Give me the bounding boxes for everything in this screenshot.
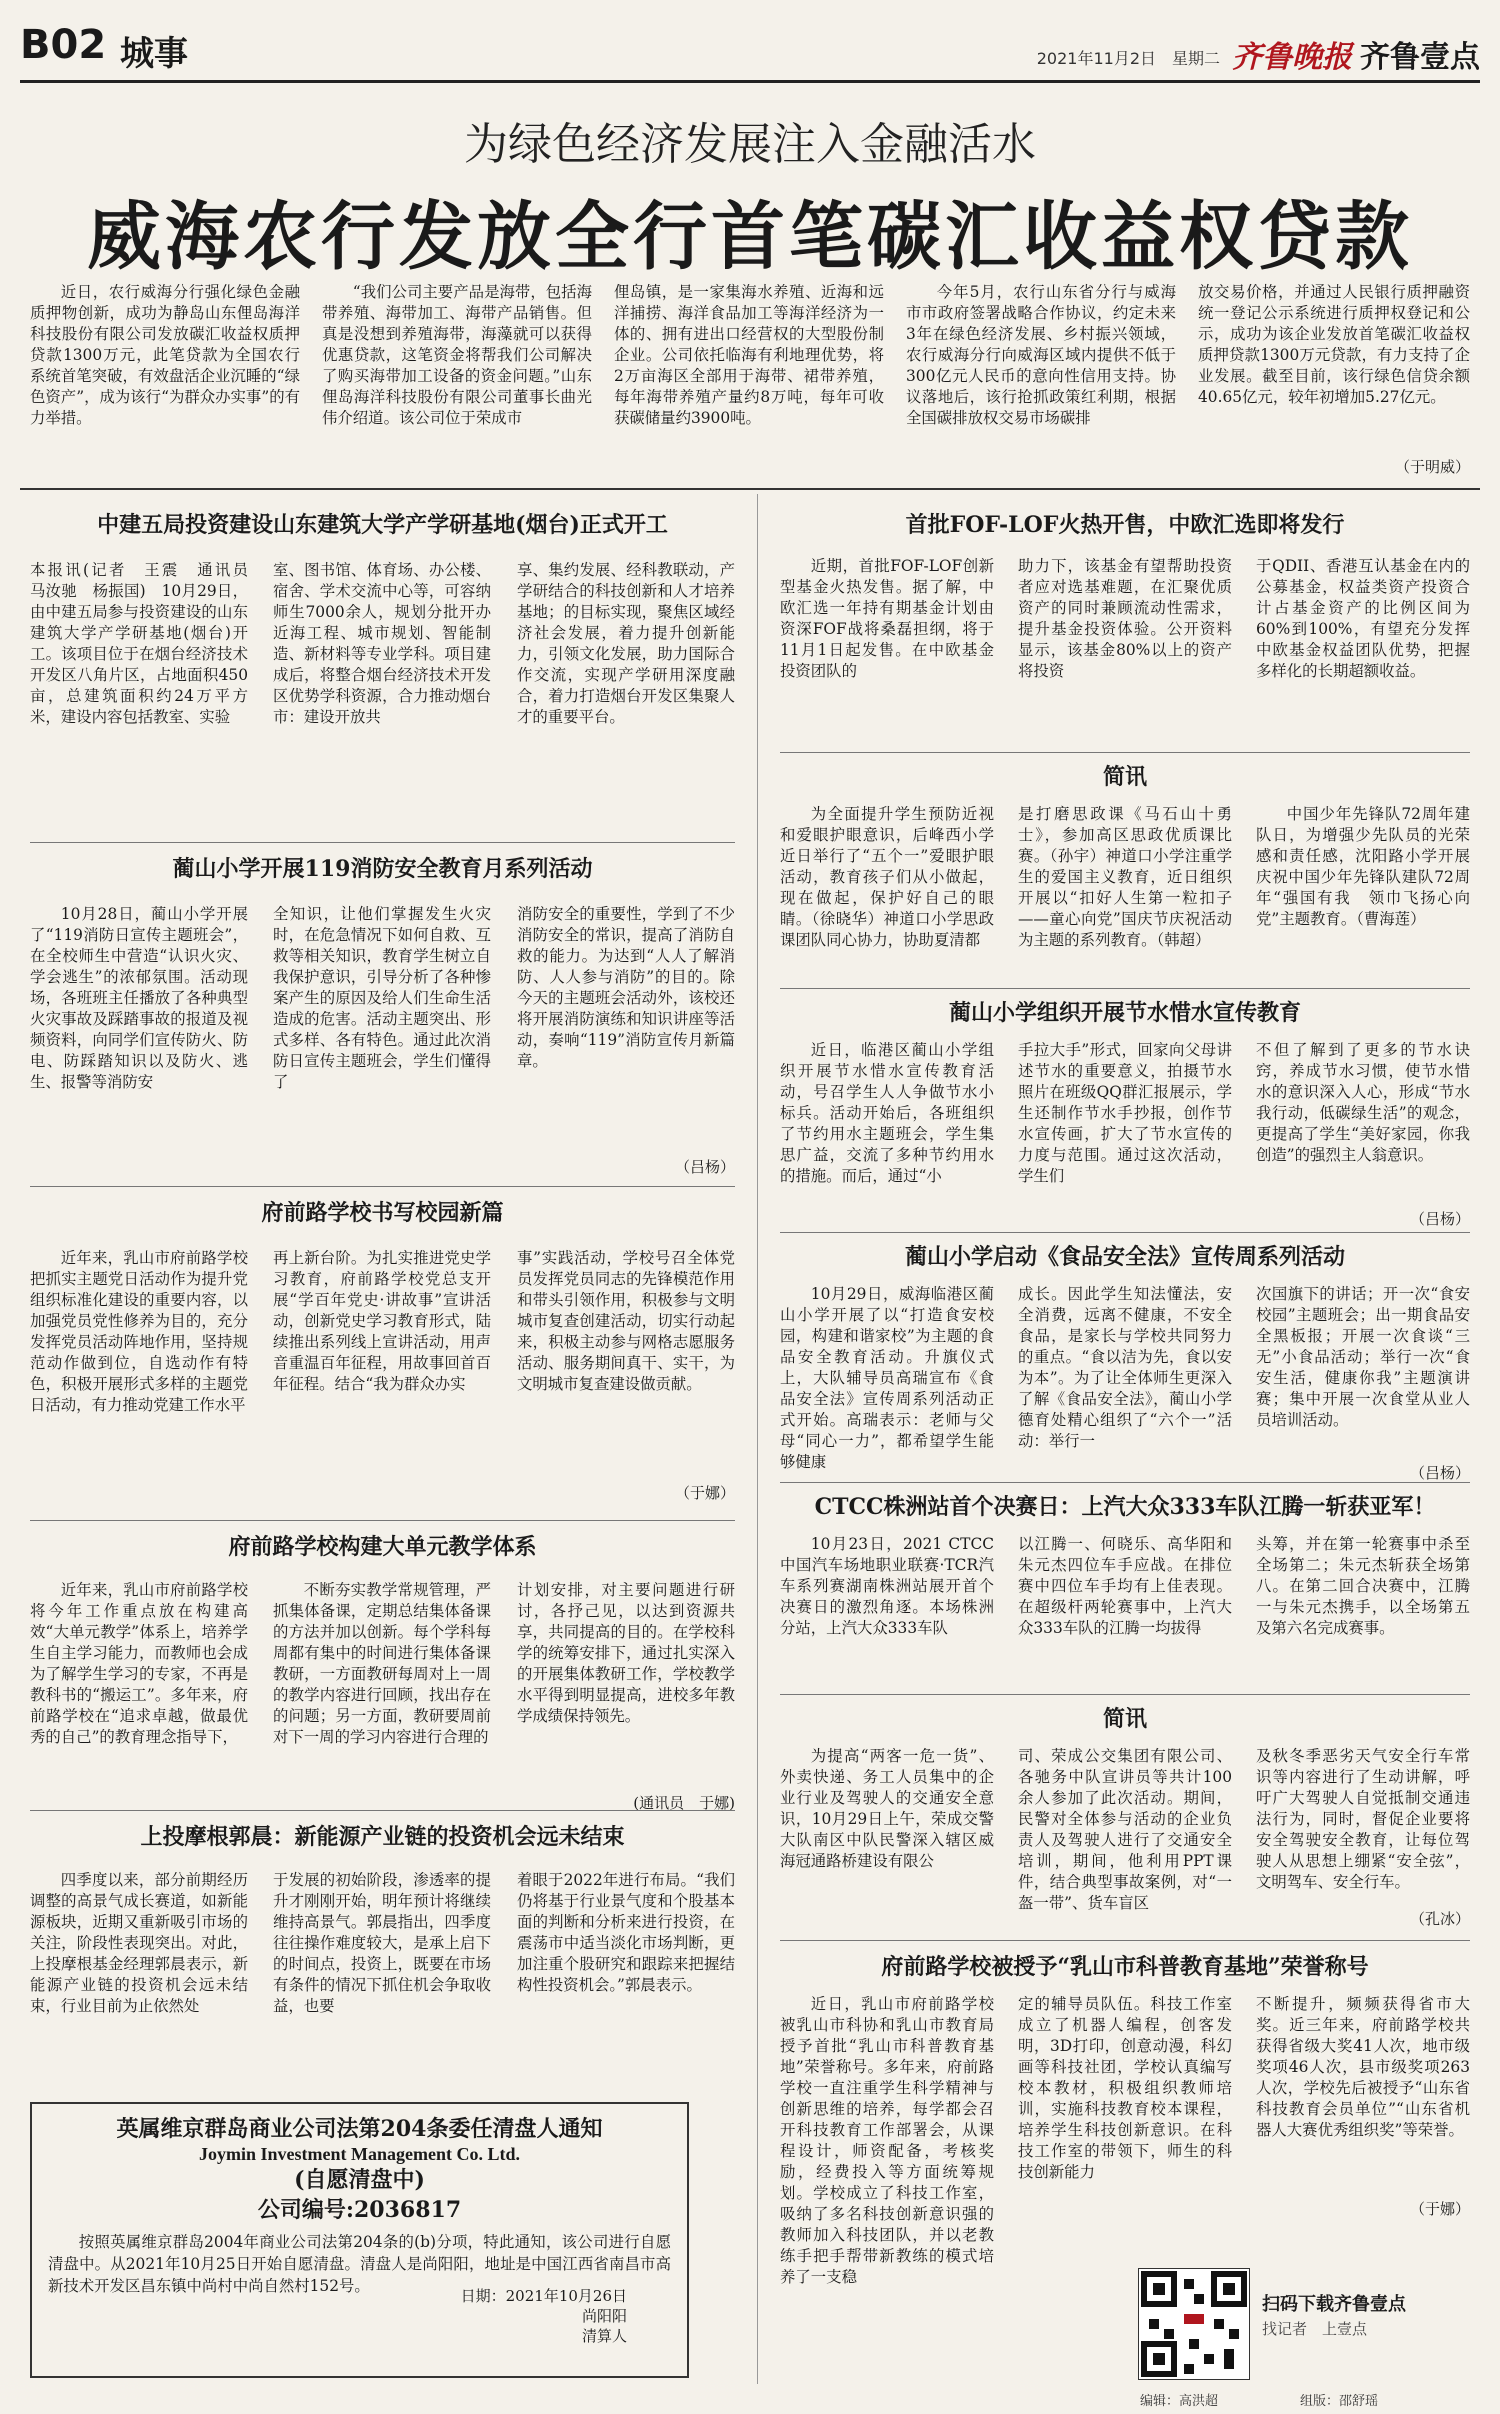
- article-byline: （吕杨）: [1409, 1464, 1470, 1482]
- article-col: 近期，首批FOF-LOF创新型基金火热发售。据了解，中欧汇选一年持有期基金计划由资深FOF战将桑磊担纲，将于11月1日起发售。在中欧基金投资团队的: [780, 557, 994, 680]
- divider: [780, 1232, 1470, 1233]
- article-byline: （于娜）: [674, 1484, 735, 1502]
- article-byline: （孔冰）: [1409, 1910, 1470, 1928]
- article-title: 蔺山小学组织开展节水惜水宣传教育: [948, 1000, 1301, 1026]
- article-title: 简讯: [1102, 1706, 1147, 1732]
- article-title: 府前路学校被授予“乳山市科普教育基地”荣誉称号: [881, 1954, 1369, 1980]
- divider: [780, 1482, 1470, 1483]
- article-col: 室、图书馆、体育场、办公楼、宿舍、学术交流中心等，可容纳师生7000余人，规划分批开办近海工程、城市规划、智能制造、新材料等专业学科。项目建成后，将整合烟台经济技术开发区优势学科资源，合力推动烟台市：建设开放共: [273, 561, 491, 726]
- article-title: 府前路学校构建大单元教学体系: [228, 1534, 537, 1560]
- qr-subcaption: 找记者 上壹点: [1262, 2320, 1368, 2338]
- lead-headline: 威海农行发放全行首笔碳汇收益权贷款: [87, 194, 1413, 280]
- liquidation-notice: [30, 2102, 689, 2378]
- article-science-base: [780, 1950, 1470, 2286]
- lead-article: [30, 282, 1470, 478]
- article-col: 头筹，并在第一轮赛事中杀至全场第二；朱元杰斩获全场第八。在第二回合决赛中，江腾一与朱元杰携手，以全场第五及第六名完成赛事。: [1256, 1535, 1470, 1637]
- lead-divider: [20, 488, 1480, 490]
- article-col: 10月23日，2021 CTCC中国汽车场地职业联赛·TCR汽车系列赛湖南株洲站展开首个决赛日的激烈角逐。本场株洲分站，上汽大众333车队: [780, 1535, 994, 1637]
- article-col: 于QDII、香港互认基金在内的公募基金，权益类资产投资合计占基金资产的比例区间为60%到100%，有望充分发挥中欧基金权益团队优势，把握多样化的长期超额收益。: [1256, 557, 1470, 680]
- article-briefs-2: [780, 1702, 1470, 1932]
- article-byline: （吕杨）: [674, 1158, 735, 1176]
- article-col: 于发展的初始阶段，渗透率的提升才刚刚开始，明年预计将继续维持高景气。郭晨指出，四季度往往操作难度较大，是承上启下的时间点，投资上，既要在市场有条件的情况下抓住机会争取收益，也要: [273, 1871, 491, 2015]
- divider: [780, 752, 1470, 753]
- divider: [30, 1810, 735, 1811]
- article-water-saving: [780, 996, 1470, 1228]
- article-title: 蔺山小学启动《食品安全法》宣传周系列活动: [904, 1244, 1345, 1270]
- article-party-day: [30, 1196, 735, 1516]
- lead-col-4: 今年5月，农行山东省分行与威海市市政府签署战略合作协议，约定未来3年在绿色经济发展、乡村振兴领域，农行威海分行向威海区域内提供不低于300亿元人民币的意向性信用支持。协议落地后，该行抢抓政策红利期，根据全国碳排放权交易市场碳排: [906, 283, 1176, 427]
- lead-kicker: 为绿色经济发展注入金融活水: [464, 119, 1036, 170]
- notice-title: 英属维京群岛商业公司法第204条委任清盘人通知: [116, 2116, 603, 2142]
- article-title: CTCC株洲站首个决赛日：上汽大众333车队江腾一斩获亚军！: [814, 1494, 1436, 1520]
- article-byline: (通讯员 于娜): [633, 1794, 735, 1812]
- lead-byline: （于明威）: [1394, 458, 1470, 476]
- article-col: 定的辅导员队伍。科技工作室成立了机器人编程，创客发明，3D打印，创意动漫，科幻画等科技社团，学校认真编写校本教材，积极组织教师培训，实施科技教育校本课程，培养学生科技创新意识。在科技工作室的带领下，师生的科技创新能力: [1018, 1995, 1232, 2181]
- article-title: 府前路学校书写校园新篇: [261, 1200, 504, 1226]
- lead-col-5: 放交易价格，并通过人民银行质押融资统一登记公示系统进行质押权登记和公示，成功为该企业发放首笔碳汇收益权质押贷款1300万元贷款，有力支持了企业发展。截至目前，该行绿色信贷余额40.65亿元，较年初增加5.27亿元。: [1198, 283, 1470, 406]
- article-col: 近年来，乳山市府前路学校把抓实主题党日活动作为提升党组织标准化建设的重要内容，以加强党员党性修养为目的，充分发挥党员活动阵地作用，坚持规范动作做到位，自选动作有特色，积极开展形式多样的主题党日活动，有力推动党建工作水平: [30, 1249, 248, 1414]
- article-col: 不断夯实教学常规管理，严抓集体备课，定期总结集体备课的方法并加以创新。每个学科每周都有集中的时间进行集体备课教研，一方面教研每周对上一周的教学内容进行回顾，找出存在的问题；另一方面，教研要周前对下一周的学习内容进行合理的: [273, 1581, 491, 1746]
- editor-credit: 编辑：高洪超: [1140, 2394, 1219, 2409]
- notice-company-en: Joymin Investment Management Co. Ltd.: [199, 2144, 520, 2164]
- page-header: [20, 18, 1480, 83]
- article-col: 是打磨思政课《马石山十勇士》，参加高区思政优质课比赛。（孙宇）神道口小学注重学生的爱国主义教育，近日组织开展以“扣好人生第一粒扣子——童心向党”国庆节庆祝活动为主题的系列教育。（韩超）: [1018, 805, 1232, 949]
- divider: [780, 1694, 1470, 1695]
- article-col: 司、荣成公交集团有限公司、各驰务中队宣讲员等共计100余人参加了此次活动。期间，民警对全体参与活动的企业负责人及驾驶人进行了交通安全培训，期间，他利用PPT课件，结合典型事故案例，对“一盔一带”、货车盲区: [1018, 1747, 1232, 1912]
- article-col: 助力下，该基金有望帮助投资者应对选基难题，在汇聚优质资产的同时兼顾流动性需求，提升基金投资体验。公开资料显示，该基金80%以上的资产将投资: [1018, 557, 1232, 680]
- article-col: 不断提升，频频获得省市大奖。近三年来，府前路学校共获得省级大奖41人次，地市级奖项46人次，县市级奖项263人次，学校先后被授予“山东省科技教育会员单位”“山东省机器人大赛优秀组织奖”等荣誉。: [1256, 1995, 1470, 2139]
- notice-body: 按照英属维京群岛2004年商业公司法第204条的(b)分项，特此通知，该公司进行自愿清盘中。从2021年10月25日开始自愿清盘。清盘人是尚阳阳，地址是中国江西省南昌市高新技术开发区昌东镇中尚村中尚自然村152号。: [48, 2233, 671, 2295]
- article-col: 以江腾一、何晓乐、高华阳和朱元杰四位车手应战。在排位赛中四位车手均有上佳表现。在超级杆两轮赛事中，上汽大众333车队的江腾一均拔得: [1018, 1535, 1232, 1637]
- article-col: 中国少年先锋队72周年建队日，为增强少先队员的光荣感和责任感，沈阳路小学开展庆祝中国少年先锋队建队72周年“强国有我 领巾飞扬心向党”主题教育。（曹海莲）: [1256, 805, 1470, 928]
- article-col: 事”实践活动，学校号召全体党员发挥党员同志的先锋模范作用和带头引领作用，积极参与文明城市复查创建活动，切实行动起来，积极主动参与网格志愿服务活动、服务期间真干、实干，为文明城市复查建设做贡献。: [517, 1249, 735, 1393]
- divider: [30, 1520, 735, 1521]
- article-title: 首批FOF-LOF火热开售，中欧汇选即将发行: [905, 512, 1345, 538]
- divider: [780, 1940, 1470, 1941]
- article-col: 消防安全的重要性，学到了不少消防安全的常识，提高了消防自救的能力。为达到“人人了解消防、人人参与消防”的目的。除今天的主题班会活动外，该校还将开展消防演练和知识讲座等活动，奏响“119”消防宣传月新篇章。: [517, 905, 735, 1070]
- lead-col-2: “我们公司主要产品是海带，包括海带养殖、海带加工、海带产品销售。但真是没想到养殖海带，海藻就可以获得优惠贷款，这笔资金将帮我们公司解决了购买海带加工设备的资金问题。”山东俚岛海洋科技股份有限公司董事长曲光伟介绍道。该公司位于荣成市: [322, 283, 592, 427]
- article-title: 蔺山小学开展119消防安全教育月系列活动: [172, 856, 593, 882]
- article-col: 为提高“两客一危一货”、外卖快递、务工人员集中的企业行业及驾驶人的交通安全意识，10月29日上午，荣成交警大队南区中队民警深入辖区威海冠通路桥建设有限公: [780, 1747, 994, 1870]
- article-col: 不但了解到了更多的节水诀窍，养成节水习惯，使节水惜水的意识深入人心，形成“节水我行动，低碳绿生活”的观念，更提高了学生“美好家园，你我创造”的强烈主人翁意识。: [1256, 1041, 1470, 1164]
- article-food-safety: [780, 1240, 1470, 1510]
- article-col: 10月28日，蔺山小学开展了“119消防日宣传主题班会”，在全校师生中营造“认识火灾、学会逃生”的浓郁氛围。活动现场，各班班主任播放了各种典型火灾事故及踩踏事故的报道及视频资料，向同学们宣传防火、防电、防踩踏知识以及防火、逃生、报警等消防安: [30, 905, 248, 1091]
- article-ctcc: [780, 1490, 1470, 1700]
- article-title: 中建五局投资建设山东建筑大学产学研基地(烟台)正式开工: [97, 512, 668, 538]
- article-col: 成长。因此学生知法懂法，安全消费，远离不健康，不安全食品，是家长与学校共同努力的重点。“食以洁为先，食以安为本”。为了让全体师生更深入了解《食品安全法》，蔺山小学德育处精心组织了“六个一”活动：举行一: [1018, 1285, 1232, 1450]
- article-briefs-1: [780, 760, 1470, 990]
- article-col: 本报讯(记者 王震 通讯员 马汝驰 杨振国) 10月29日，由中建五局参与投资建设的山东建筑大学产学研基地(烟台)开工。该项目位于在烟台经济技术开发区八角片区，占地面积450亩，总建筑面积约24万平方米，建设内容包括教室、实验: [30, 561, 264, 726]
- notice-signature: 日期：2021年10月26日 尚阳阳 清算人: [460, 2287, 627, 2345]
- qr-caption: 扫码下载齐鲁壹点: [1262, 2294, 1406, 2315]
- divider: [780, 988, 1470, 989]
- qr-code-icon: [1139, 2269, 1249, 2379]
- notice-company-no: 公司编号:2036817: [257, 2197, 462, 2223]
- lead-col-1: 近日，农行威海分行强化绿色金融质押物创新，成功为静岛山东俚岛海洋科技股份有限公司发放碳汇收益权质押贷款1300万元，此笔贷款为全国农行系统首笔突破，有效盘活企业沉睡的“绿色资产”，成为该行“为群众办实事”的有力举措。: [30, 283, 300, 427]
- divider: [30, 842, 735, 843]
- column-divider: [757, 494, 758, 2384]
- article-col: 近年来，乳山市府前路学校将今年工作重点放在构建高效“大单元教学”体系上，培养学生自主学习能力，而教师也会成为了解学生学习的专家，不再是教科书的“搬运工”。多年来，府前路学校在“追求卓越，做最优秀的自己”的教育理念指导下，: [30, 1581, 248, 1746]
- article-byline: （吕杨）: [1409, 1210, 1470, 1228]
- newspaper-logo: 齐鲁晚报 齐鲁壹点: [1232, 40, 1480, 75]
- article-fof-lof: [780, 508, 1470, 798]
- page-number: B02: [20, 22, 107, 68]
- lead-col-3: 俚岛镇，是一家集海水养殖、近海和远洋捕捞、海洋食品加工等海洋经济为一体的、拥有进出口经营权的大型股份制企业。公司依托临海有利地理优势，将2万亩海区全部用于海带、裙带养殖，每年海带养殖产量约8万吨，每年可收获碳储量约3900吨。: [614, 283, 884, 427]
- article-col: 及秋冬季恶劣天气安全行车常识等内容进行了生动讲解，呼吁广大驾驶人自觉抵制交通违法行为，同时，督促企业要将安全驾驶安全教育，让每位驾驶人从思想上绷紧“安全弦”，文明驾车、安全行车。: [1256, 1747, 1470, 1891]
- article-col: 为全面提升学生预防近视和爱眼护眼意识，后峰西小学近日举行了“五个一”爱眼护眼活动，教育孩子们从小做起，现在做起，保护好自己的眼睛。（徐晓华）神道口小学思政课团队同心协力，协助夏清都: [780, 805, 994, 949]
- article-col: 四季度以来，部分前期经历调整的高景气成长赛道，如新能源板块，近期又重新吸引市场的关注，阶段性表现突出。对此，上投摩根基金经理郭晨表示，新能源产业链的投资机会远未结束，行业目前为止依然处: [30, 1871, 248, 2015]
- article-unit-teaching: [30, 1530, 735, 1830]
- divider: [30, 1186, 735, 1187]
- issue-date: 2021年11月2日 星期二: [1036, 49, 1220, 68]
- article-col: 着眼于2022年进行布局。“我们仍将基于行业景气度和个股基本面的判断和分析来进行投资，在震荡市中适当淡化市场判断，更加注重个股研究和跟踪来把握结构性投资机会。”郭晨表示。: [517, 1871, 735, 1994]
- article-col: 次国旗下的讲话；开一次“食安校园”主题班会；出一期食品安全黑板报；开展一次食谈“三无”小食品活动；举行一次“食安生活，健康你我”主题演讲赛；集中开展一次食堂从业人员培训活动。: [1256, 1285, 1470, 1429]
- article-col: 近日，乳山市府前路学校被乳山市科协和乳山市教育局授予首批“乳山市科普教育基地”荣誉称号。多年来，府前路学校一直注重学生科学精神与创新思维的培养，每学都会召开科技教育工作部署会，从课程设计，师资配备，考核奖励，经费投入等方面统筹规划。学校成立了科技工作室，吸纳了多名科技创新意识强的教师加入科技团队，并以老教练手把手帮带新教练的模式培养了一支稳: [780, 1995, 994, 2286]
- article-col: 计划安排，对主要问题进行研讨，各抒己见，以达到资源共享，共同提高的目的。在学校科学的统筹安排下，通过扎实深入的开展集体教研工作，学校教学水平得到明显提高，进校多年教学成绩保持领先。: [517, 1581, 735, 1725]
- article-col: 手拉大手”形式，回家向父母讲述节水的重要意义，拍摄节水照片在班级QQ群汇报展示，学生还制作节水手抄报，创作节水宣传画，扩大了节水宣传的力度与范围。通过这次活动，学生们: [1018, 1041, 1232, 1185]
- article-col: 再上新台阶。为扎实推进党史学习教育，府前路学校党总支开展“学百年党史·讲故事”宣讲活动，创新党史学习教育形式，陆续推出系列线上宣讲活动，用声音重温百年征程，用故事回首百年征程。结合“我为群众办实: [273, 1249, 491, 1393]
- article-col: 近日，临港区蔺山小学组织开展节水惜水宣传教育活动，号召学生人人争做节水小标兵。活动开始后，各班组织了节约用水主题班会，学生集思广益，交流了多种节约用水的措施。而后，通过“小: [780, 1041, 994, 1185]
- article-byline: （于娜）: [1409, 2200, 1470, 2218]
- article-col: 全知识，让他们掌握发生火灾时，在危急情况下如何自救、互救等相关知识，教育学生树立自我保护意识，引导分析了各种惨案产生的原因及给人们生命生活造成的危害。活动主题突出、形式多样、各有特色。通过此次消防日宣传主题班会，学生们懂得了: [273, 905, 491, 1091]
- article-cscec: [30, 508, 735, 838]
- article-title: 上投摩根郭晨：新能源产业链的投资机会远未结束: [140, 1824, 625, 1850]
- layout-credit: 组版：邵舒瑶: [1300, 2394, 1379, 2409]
- article-new-energy: [30, 1820, 735, 2090]
- article-fire-safety: [30, 852, 735, 1182]
- article-title: 简讯: [1102, 764, 1147, 790]
- qr-code[interactable]: [1138, 2268, 1250, 2380]
- article-col: 10月29日，威海临港区蔺山小学开展了以“打造食安校园，构建和谐家校”为主题的食品安全教育活动。升旗仪式上，大队辅导员高瑞宣布《食品安全法》宣传周系列活动正式开始。高瑞表示：老师与父母“同心一力”，都希望学生能够健康: [780, 1285, 994, 1471]
- notice-status: (自愿清盘中): [294, 2167, 425, 2193]
- article-col: 享、集约发展、经科教联动，产学研结合的科技创新和人才培养基地；的目标实现，聚焦区域经济社会发展，着力提升创新能力，引领文化发展，助力国际合作交流，实现产学研用深度融合，着力打造烟台开发区集聚人才的重要平台。: [517, 561, 735, 726]
- section-name: 城事: [120, 34, 188, 74]
